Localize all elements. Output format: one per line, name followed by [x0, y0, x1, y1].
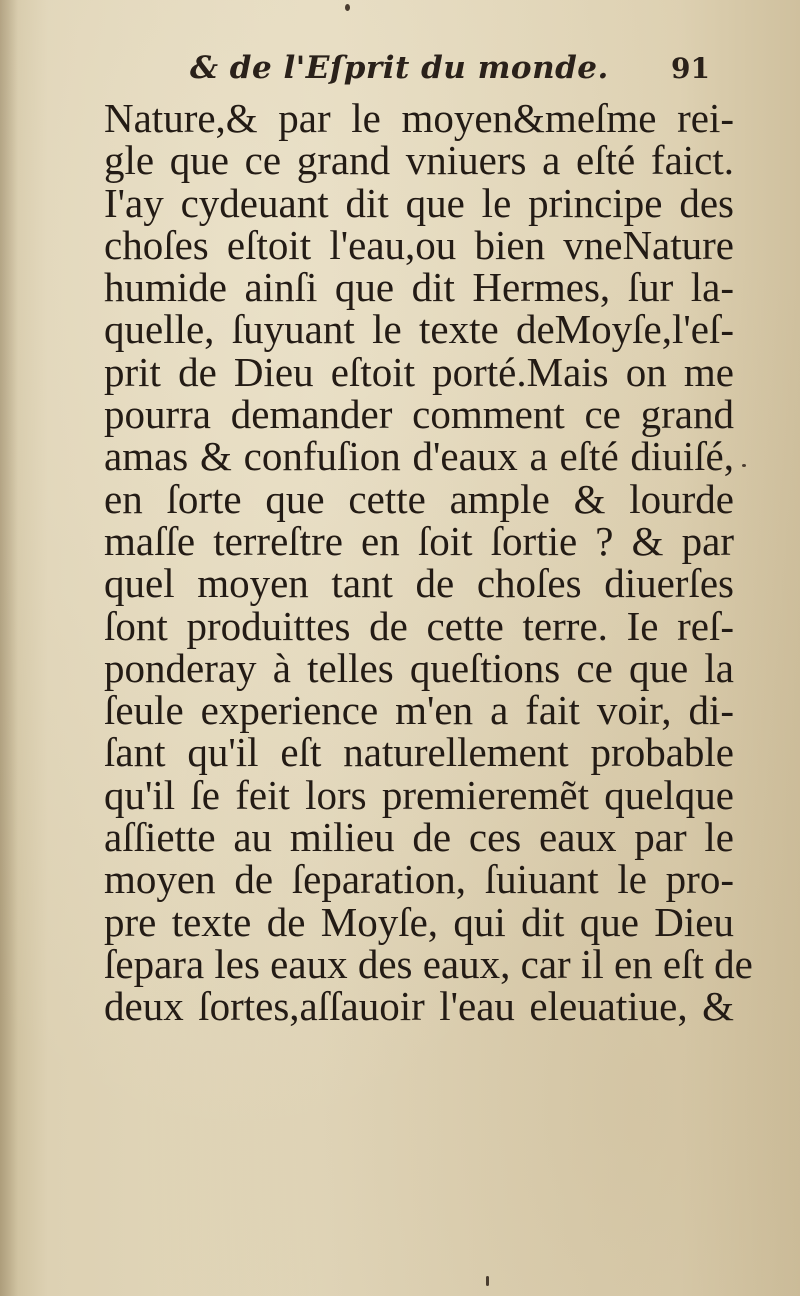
- running-head: [190, 50, 710, 100]
- text-line: prit de Dieu eſtoit porté.Mais on me: [104, 348, 734, 395]
- text-line: amas & confuſion d'eaux a eſté diuiſé,: [104, 433, 734, 480]
- text-line: ſont produittes de cette terre. Ie reſ-: [104, 602, 734, 649]
- text-line: Nature,& par le moyen&meſme rei-: [104, 95, 734, 141]
- page-number: 91: [671, 52, 710, 85]
- text-line: en ſorte que cette ample & lourde: [104, 475, 734, 522]
- text-line: ponderay à telles queſtions ce que la: [104, 644, 734, 691]
- ink-speck: [345, 4, 350, 11]
- text-line: qu'il ſe feit lors premieremẽt quelque: [104, 771, 734, 818]
- text-line: ſepara les eaux des eaux, car il en eſt de: [104, 940, 753, 987]
- text-line: gle que ce grand vniuers a eſté faict.: [104, 137, 734, 184]
- body-text: [104, 95, 753, 1030]
- text-line: deux ſortes,aſſauoir l'eau eleuatiue, &: [104, 983, 734, 1030]
- text-line: pourra demander comment ce grand: [104, 391, 734, 438]
- ink-speck: [486, 1276, 489, 1286]
- text-line: maſſe terreſtre en ſoit ſortie ? & par: [104, 517, 734, 564]
- text-line: quel moyen tant de choſes diuerſes: [104, 560, 734, 607]
- running-title: & de l'Eſprit du monde.: [190, 50, 609, 86]
- page-gutter-shadow: [0, 0, 18, 1296]
- text-line: moyen de ſeparation, ſuiuant le pro-: [104, 856, 734, 903]
- text-line: pre texte de Moyſe, qui dit que Dieu: [104, 898, 734, 945]
- text-line: aſſiette au milieu de ces eaux par le: [104, 814, 734, 861]
- text-line: humide ainſi que dit Hermes, ſur la-: [104, 264, 734, 311]
- text-line: ſant qu'il eſt naturellement probable: [104, 729, 734, 776]
- text-line: ſeule experience m'en a fait voir, di-: [104, 687, 734, 734]
- ink-speck: [742, 464, 746, 467]
- text-line: choſes eſtoit l'eau,ou bien vneNature: [104, 221, 734, 268]
- text-line: quelle, ſuyuant le texte deMoyſe,l'eſ-: [104, 306, 734, 353]
- text-line: I'ay cydeuant dit que le principe des: [104, 179, 734, 226]
